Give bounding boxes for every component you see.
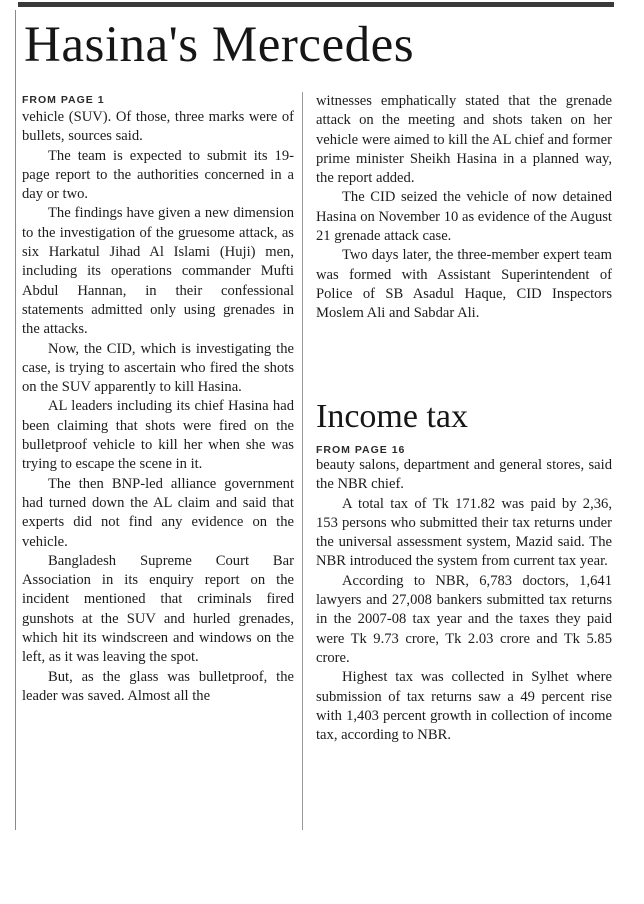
article2-paragraph-1: beauty salons, department and general stores, said the NBR chief.	[316, 457, 612, 493]
from-page-label-1: FROM PAGE 1	[22, 94, 105, 106]
top-rule	[18, 2, 614, 7]
article1-paragraph-7: Bangladesh Supreme Court Bar Association in its enquiry report on the incident mentioned that criminals fired gunshots at the SUV and hurled grenades, which hit its windscreen and windows on the left, as it was leaving the spot.	[22, 552, 294, 666]
article1-paragraph-3: The findings have given a new dimension to the investigation of the gruesome attack, as six Harkatul Jihad Al Islami (Huji) men, including its operations commander Mufti Abdul Hannan, in their confessional statements admitted only using grenades in the attacks.	[22, 205, 294, 338]
article2-paragraph-4: Highest tax was collected in Sylhet where submission of tax returns saw a 49 percent rise with 1,403 percent growth in collection of income tax, according to NBR.	[316, 669, 612, 744]
column-divider	[302, 92, 303, 830]
from-page-label-2: FROM PAGE 16	[316, 444, 406, 456]
article1-paragraph-4: Now, the CID, which is investigating the case, is trying to ascertain who fired the shots on the SUV apparently to kill Hasina.	[22, 340, 294, 396]
headline-hasinas-mercedes: Hasina's Mercedes	[24, 17, 415, 73]
headline-income-tax: Income tax	[316, 398, 468, 435]
article1-paragraph-1: vehicle (SUV). Of those, three marks were of bullets, sources said.	[22, 109, 294, 145]
article1-paragraph-9: witnesses emphatically stated that the grenade attack on the meeting and shots taken on her vehicle were aimed to kill the AL chief and former prime minister Sheikh Hasina in a planned way, the report added.	[316, 93, 612, 187]
article2-paragraph-2: A total tax of Tk 171.82 was paid by 2,36, 153 persons who submitted their tax returns under the universal assessment system, Mazid said. The NBR introduced the system from current tax year.	[316, 495, 612, 570]
article1-paragraph-6: The then BNP-led alliance government had turned down the AL claim and said that experts did not find any evidence on the vehicle.	[22, 475, 294, 550]
article1-paragraph-5: AL leaders including its chief Hasina had been claiming that shots were fired on the bulletproof vehicle to kill her when she was trying to escape the scene in it.	[22, 398, 294, 473]
article1-paragraph-8: But, as the glass was bulletproof, the leader was saved. Almost all the	[22, 668, 294, 704]
article1-paragraph-10: The CID seized the vehicle of now detained Hasina on November 10 as evidence of the August 21 grenade attack case.	[316, 189, 612, 245]
article2-column	[316, 456, 612, 745]
article2-paragraph-3: According to NBR, 6,783 doctors, 1,641 lawyers and 27,008 bankers submitted tax returns in the 2007-08 tax year and the taxes they paid were Tk 9.73 crore, Tk 2.03 crore and Tk 5.85 crore.	[316, 572, 612, 666]
left-edge-rule	[15, 10, 16, 830]
article1-paragraph-2: The team is expected to submit its 19-page report to the authorities concerned in a day or two.	[22, 147, 294, 203]
article1-left-column	[22, 108, 294, 706]
article1-paragraph-11: Two days later, the three-member expert team was formed with Assistant Superintendent of Police of SB Asadul Haque, CID Inspectors Moslem Ali and Sabdar Ali.	[316, 247, 612, 322]
article1-right-column	[316, 92, 612, 324]
